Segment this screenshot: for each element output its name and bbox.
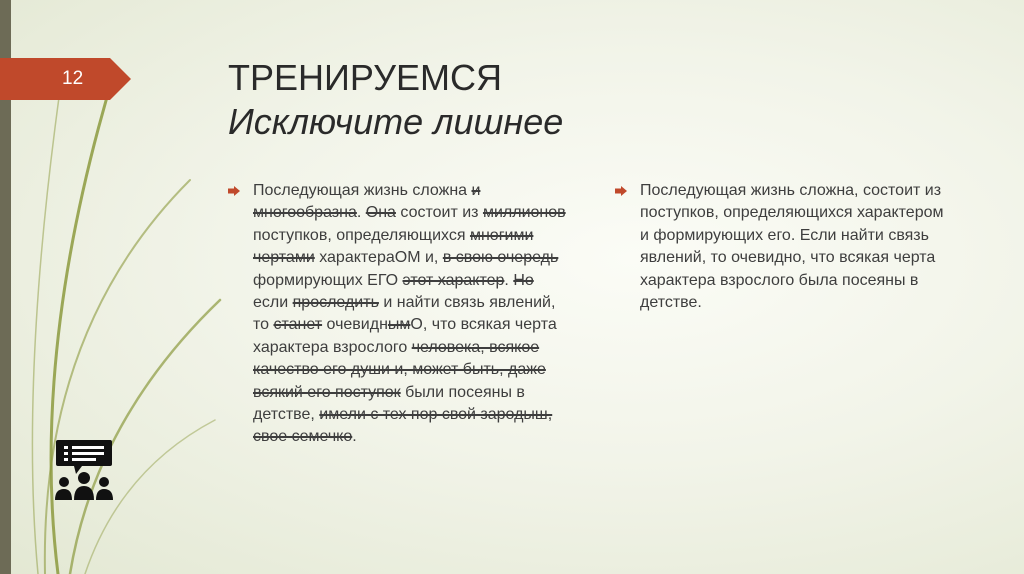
struck-text-segment: имели с тех пор свой зародыш, свое семечко bbox=[253, 406, 553, 446]
struck-text-segment: проследить bbox=[292, 294, 379, 312]
text-segment: . bbox=[504, 271, 514, 289]
struck-text-segment: ым bbox=[387, 316, 411, 334]
arrow-bullet-icon bbox=[615, 186, 627, 196]
struck-text-segment: человека, всякое качество его души и, может быть, даже всякий его поступок bbox=[253, 338, 546, 401]
text-segment: если bbox=[253, 294, 293, 312]
text-segment: Последующая жизнь сложна bbox=[253, 182, 472, 199]
title-heading: ТРЕНИРУЕМСЯ bbox=[228, 57, 502, 98]
text-segment: и найти связь явлений, то bbox=[253, 294, 556, 334]
struck-text-segment: Она bbox=[365, 204, 396, 222]
text-segment: характера bbox=[314, 249, 395, 267]
text-segment: . bbox=[352, 428, 357, 446]
struck-text-segment: многими чертами bbox=[253, 226, 534, 267]
text-segment: поступков, определяющихся bbox=[253, 226, 470, 244]
right-column-text: Последующая жизнь сложна, состоит из поступков, определяющихся характером и формирующих его. Если найти связь явлений, то очевидно, что всякая черта характера взрослого была посеяны в детстве. bbox=[640, 182, 944, 312]
text-segment: О, что всякая черта характера взрослого bbox=[253, 316, 557, 356]
group-discussion-icon bbox=[52, 438, 116, 502]
text-segment: М и, bbox=[407, 249, 443, 267]
left-column bbox=[228, 180, 568, 449]
struck-text-segment: миллионов bbox=[482, 204, 566, 222]
struck-text-segment: этот характер bbox=[402, 271, 505, 289]
struck-text-segment: станет bbox=[273, 316, 323, 334]
left-column-text bbox=[253, 180, 568, 449]
slide-title bbox=[228, 56, 563, 144]
right-column bbox=[615, 180, 955, 314]
text-segment: . bbox=[356, 204, 366, 222]
text-segment: очевидн bbox=[322, 316, 388, 334]
arrow-bullet-icon bbox=[228, 186, 240, 196]
text-segment: формирующих ЕГО bbox=[253, 271, 403, 289]
struck-text-segment: Но bbox=[513, 271, 534, 289]
title-subheading: Исключите лишнее bbox=[228, 101, 564, 142]
struck-text-segment: в свою очередь bbox=[442, 249, 559, 267]
text-segment: состоит из bbox=[395, 204, 483, 222]
struck-text-segment: и многообразна bbox=[253, 182, 481, 222]
text-segment: О bbox=[394, 249, 408, 267]
page-number: 12 bbox=[62, 68, 84, 89]
text-segment: были посеяны в детстве, bbox=[253, 383, 525, 424]
